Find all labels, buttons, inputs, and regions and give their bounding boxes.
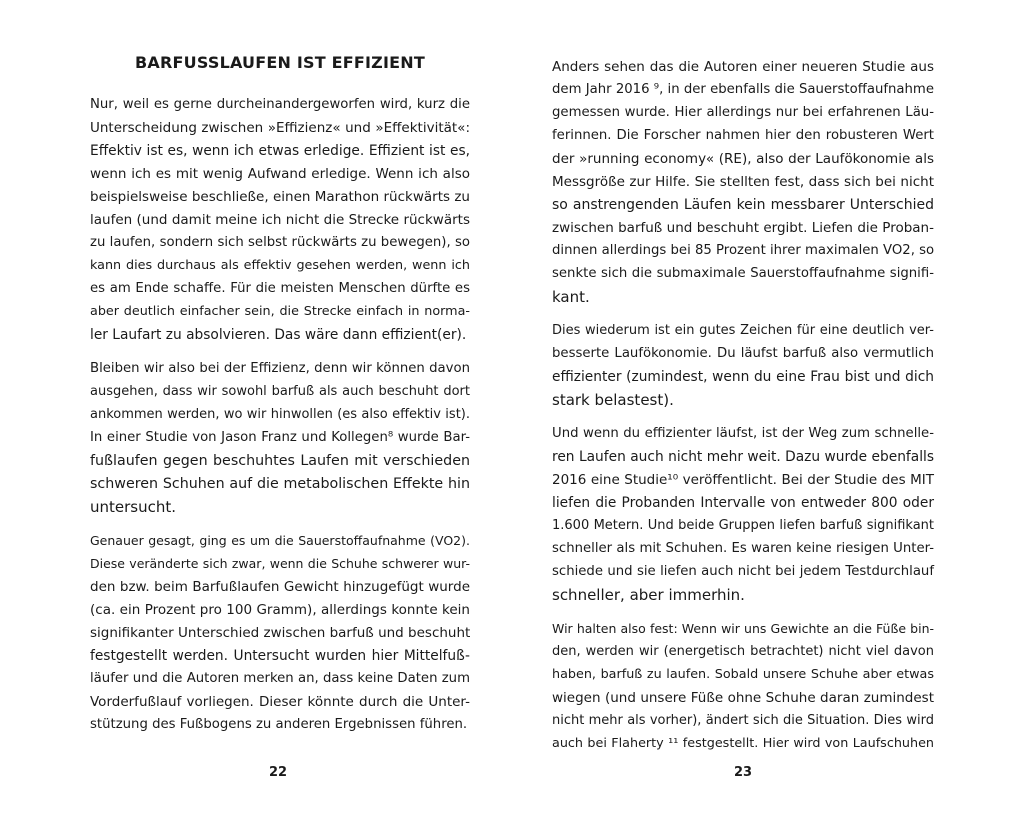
text-line: beispielsweise beschließe, einen Marathon rückwärts zu bbox=[90, 189, 470, 205]
text-line: nicht mehr als vorher), ändert sich die Situation. Dies wird bbox=[552, 713, 934, 728]
chapter-heading: BARFUSSLAUFEN IST EFFIZIENT bbox=[135, 53, 425, 72]
text-line: Nur, weil es gerne durcheinandergeworfen wird, kurz die bbox=[90, 97, 470, 112]
text-line: liefen die Probanden Intervalle von entweder 800 oder bbox=[552, 495, 934, 511]
text-line: Messgröße zur Hilfe. Sie stellten fest, dass sich bei nicht bbox=[552, 174, 934, 190]
text-line: Unterscheidung zwischen »Effizienz« und »Effektivität«: bbox=[90, 120, 470, 136]
text-line: auch bei Flaherty ¹¹ festgestellt. Hier wird von Laufschuhen bbox=[552, 736, 934, 751]
text-line: dem Jahr 2016 ⁹, in der ebenfalls die Sauerstoffaufnahme bbox=[552, 82, 934, 97]
text-line: ler Laufart zu absolvieren. Das wäre dann effizient(er). bbox=[90, 327, 467, 343]
text-line: haben, barfuß zu laufen. Sobald unsere Schuhe aber etwas bbox=[552, 667, 934, 682]
text-line: ausgehen, dass wir sowohl barfuß als auch beschuht dort bbox=[90, 384, 470, 399]
text-line: 1.600 Metern. Und beide Gruppen liefen barfuß signifikant bbox=[552, 518, 934, 533]
text-line: kann dies durchaus als effektiv gesehen werden, wenn ich bbox=[90, 258, 470, 273]
text-line: aber deutlich einfacher sein, die Strecke einfach in norma- bbox=[90, 304, 470, 319]
text-line: effizienter (zumindest, wenn du eine Frau bist und dich bbox=[552, 369, 934, 385]
text-line: fußlaufen gegen beschuhtes Laufen mit verschieden bbox=[90, 453, 470, 469]
text-line: zwischen barfuß und beschuht ergibt. Liefen die Proban- bbox=[552, 220, 934, 236]
text-line: ren Laufen auch nicht mehr weit. Dazu wurde ebenfalls bbox=[552, 449, 934, 465]
text-line: 2016 eine Studie¹⁰ veröffentlicht. Bei der Studie des MIT bbox=[552, 472, 934, 488]
text-line: Vorderfußlauf vorliegen. Dieser könnte durch die Unter- bbox=[90, 694, 470, 710]
text-line: so anstrengenden Läufen kein messbarer Unterschied bbox=[552, 197, 934, 213]
text-line: ferinnen. Die Forscher nahmen hier den robusteren Wert bbox=[552, 128, 934, 143]
text-line: dinnen allerdings bei 85 Prozent ihrer maximalen VO2, so bbox=[552, 243, 935, 258]
text-line: Bleiben wir also bei der Effizienz, denn wir können davon bbox=[90, 361, 470, 376]
text-line: Genauer gesagt, ging es um die Sauerstoffaufnahme (VO2). bbox=[90, 533, 470, 548]
text-line: schneller, aber immerhin. bbox=[552, 586, 745, 604]
text-line: stark belastest). bbox=[552, 391, 674, 409]
text-line: besserte Laufökonomie. Du läufst barfuß also vermutlich bbox=[552, 346, 934, 361]
text-line: ankommen werden, wo wir hinwollen (es also effektiv ist). bbox=[90, 407, 470, 422]
text-line: schneller als mit Schuhen. Es waren keine riesigen Unter- bbox=[552, 541, 934, 556]
page-number: 23 bbox=[733, 765, 753, 780]
text-line: läufer und die Autoren merken an, dass keine Daten zum bbox=[90, 671, 470, 686]
text-line: senkte sich die submaximale Sauerstoffaufnahme signifi- bbox=[552, 266, 934, 281]
text-line: laufen (und damit meine ich nicht die Strecke rückwärts bbox=[90, 212, 470, 228]
text-line: untersucht. bbox=[90, 498, 177, 516]
text-line: den, werden wir (energetisch betrachtet) nicht viel davon bbox=[552, 644, 934, 659]
page-number: 22 bbox=[268, 765, 288, 780]
text-line: den bzw. beim Barfußlaufen Gewicht hinzugefügt wurde bbox=[90, 579, 470, 595]
text-line: Wir halten also fest: Wenn wir uns Gewichte an die Füße bin- bbox=[552, 621, 934, 636]
text-line: Diese veränderte sich zwar, wenn die Schuhe schwerer wur- bbox=[90, 556, 470, 571]
text-line: stützung des Fußbogens zu anderen Ergebnissen führen. bbox=[90, 717, 468, 732]
text-line: wenn ich es mit wenig Aufwand erledige. Wenn ich also bbox=[90, 166, 470, 182]
text-line: der »running economy« (RE), also der Laufökonomie als bbox=[552, 151, 934, 167]
text-line: In einer Studie von Jason Franz und Kollegen⁸ wurde Bar- bbox=[90, 430, 470, 445]
text-line: wiegen (und unsere Füße ohne Schuhe daran zumindest bbox=[552, 690, 934, 706]
text-line: schweren Schuhen auf die metabolischen Effekte hin bbox=[90, 476, 470, 492]
text-line: gemessen wurde. Hier allerdings nur bei erfahrenen Läu- bbox=[552, 105, 934, 120]
text-line: kant. bbox=[552, 288, 590, 306]
text-line: festgestellt werden. Untersucht wurden hier Mittelfuß- bbox=[90, 648, 470, 664]
text-line: Effektiv ist es, wenn ich etwas erledige. Effizient ist es, bbox=[90, 143, 470, 159]
text-line: schiede und sie liefen auch nicht bei jedem Testdurchlauf bbox=[552, 564, 934, 579]
text-line: Anders sehen das die Autoren einer neueren Studie aus bbox=[552, 59, 934, 75]
text-line: Und wenn du effizienter läufst, ist der Weg zum schnelle- bbox=[552, 426, 934, 441]
text-line: zu laufen, sondern sich selbst rückwärts zu bewegen), so bbox=[90, 235, 470, 250]
text-line: es am Ende schaffe. Für die meisten Menschen dürfte es bbox=[90, 281, 470, 296]
text-line: (ca. ein Prozent pro 100 Gramm), allerdings konnte kein bbox=[90, 602, 470, 618]
text-line: signifikanter Unterschied zwischen barfuß und beschuht bbox=[90, 625, 471, 641]
text-line: Dies wiederum ist ein gutes Zeichen für eine deutlich ver- bbox=[552, 323, 934, 338]
